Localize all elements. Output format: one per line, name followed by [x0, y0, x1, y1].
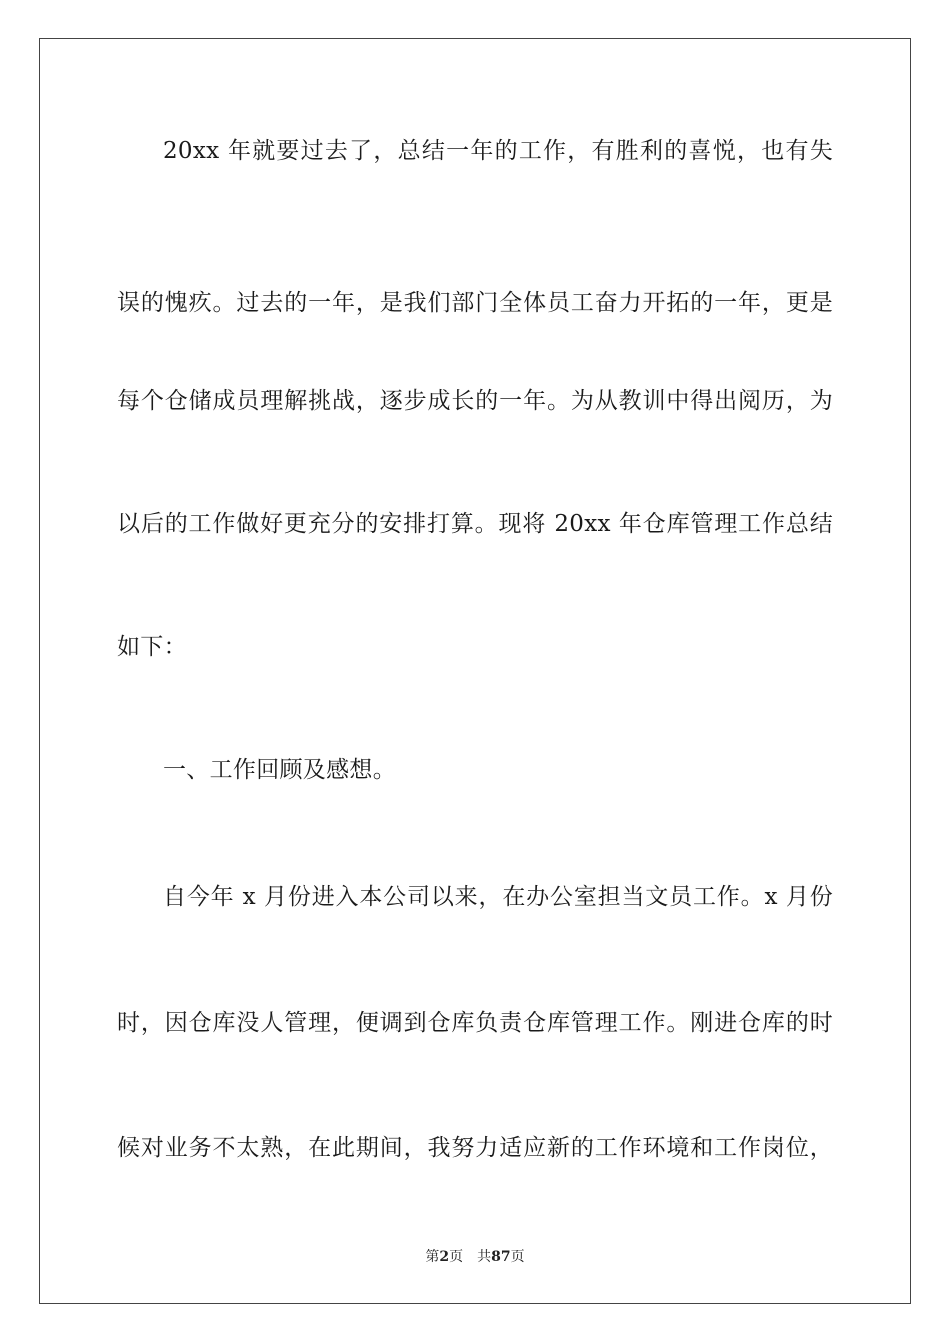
- paragraph-2-line-1: 自今年 x 月份进入本公司以来，在办公室担当文员工作。x 月份: [163, 884, 833, 910]
- page-footer: [0, 1248, 950, 1266]
- total-pages: 87: [491, 1249, 511, 1265]
- total-prefix: 共: [477, 1249, 492, 1265]
- paragraph-1-line-5: 如下：: [117, 634, 187, 660]
- page-suffix: 页: [449, 1249, 464, 1265]
- page-number: 2: [439, 1249, 450, 1265]
- paragraph-1-line-2: 误的愧疚。过去的一年，是我们部门全体员工奋力开拓的一年，更是: [117, 290, 833, 316]
- section-heading: 一、工作回顾及感想。: [163, 757, 396, 783]
- page-border: [39, 38, 911, 1304]
- total-suffix: 页: [510, 1249, 525, 1265]
- paragraph-2-line-2: 时，因仓库没人管理，便调到仓库负责仓库管理工作。刚进仓库的时: [117, 1010, 833, 1036]
- page-prefix: 第: [425, 1249, 440, 1265]
- paragraph-1-line-4: 以后的工作做好更充分的安排打算。现将 20xx 年仓库管理工作总结: [117, 511, 833, 537]
- paragraph-1-line-3: 每个仓储成员理解挑战，逐步成长的一年。为从教训中得出阅历，为: [117, 388, 833, 414]
- paragraph-1-line-1: 20xx 年就要过去了，总结一年的工作，有胜利的喜悦，也有失: [163, 138, 833, 164]
- paragraph-2-line-3: 候对业务不太熟，在此期间，我努力适应新的工作环境和工作岗位，: [117, 1135, 833, 1161]
